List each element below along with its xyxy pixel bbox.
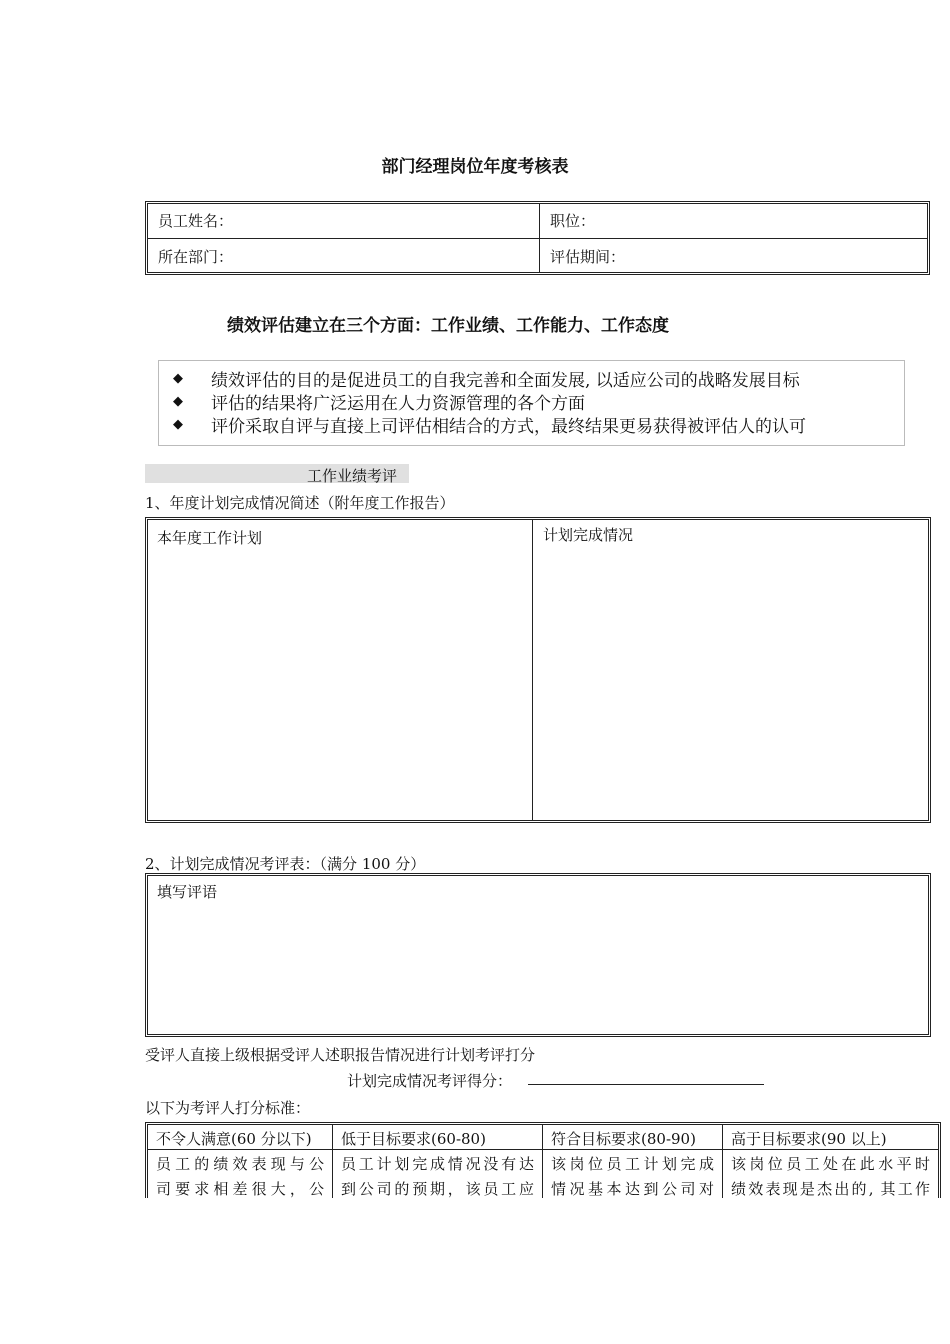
position-field[interactable]: 职位： xyxy=(550,212,596,230)
question-1-label: 1、年度计划完成情况简述（附年度工作报告） xyxy=(145,494,455,512)
comment-label: 填写评语 xyxy=(157,883,218,901)
period-field[interactable]: 评估期间： xyxy=(550,248,626,266)
standard-heading: 符合目标要求(80-90) xyxy=(551,1130,696,1148)
list-item xyxy=(169,367,904,390)
bullet-text: 评估的结果将广泛运用在人力资源管理的各个方面 xyxy=(211,394,585,414)
standard-meets-target xyxy=(543,1125,722,1198)
standard-heading: 高于目标要求(90 以上) xyxy=(731,1130,887,1148)
diamond-bullet-icon: ◆ xyxy=(173,371,183,386)
question-2-label: 2、计划完成情况考评表：（满分 100 分） xyxy=(145,855,426,873)
diamond-bullet-icon: ◆ xyxy=(173,394,183,409)
standard-heading: 低于目标要求(60-80) xyxy=(341,1130,486,1148)
standard-text: 员工计划完成情况没有达 xyxy=(341,1155,534,1173)
employee-name-field[interactable]: 员工姓名： xyxy=(158,212,234,230)
standard-text: 到公司的预期，该员工应 xyxy=(341,1180,534,1198)
annual-plan-field[interactable] xyxy=(148,520,532,820)
department-field[interactable]: 所在部门： xyxy=(158,248,234,266)
standard-below-target xyxy=(333,1125,542,1198)
standard-text: 员工的绩效表现与公 xyxy=(156,1155,324,1173)
table-divider xyxy=(148,238,927,239)
annual-plan-label: 本年度工作计划 xyxy=(157,529,263,547)
diamond-bullet-icon: ◆ xyxy=(173,417,183,432)
score-input-line[interactable] xyxy=(528,1084,764,1085)
standard-above-target xyxy=(723,1125,938,1198)
section-header: 工作业绩考评 xyxy=(307,467,398,485)
standard-text: 绩效表现是杰出的, 其工作 xyxy=(731,1180,930,1198)
standard-text: 该岗位员工计划完成 xyxy=(551,1155,714,1173)
standard-text: 情况基本达到公司对 xyxy=(551,1180,714,1198)
comment-field[interactable] xyxy=(145,873,931,1037)
section-subtitle: 绩效评估建立在三个方面：工作业绩、工作能力、工作态度 xyxy=(227,316,669,336)
bullet-list xyxy=(158,360,905,446)
page-title: 部门经理岗位年度考核表 xyxy=(381,157,569,177)
list-item xyxy=(169,413,904,436)
bullet-text: 评价采取自评与直接上司评估相结合的方式，最终结果更易获得被评估人的认可 xyxy=(211,417,806,437)
table-divider xyxy=(148,1149,941,1150)
standard-heading: 不令人满意(60 分以下) xyxy=(156,1130,312,1148)
plan-table xyxy=(145,517,931,823)
score-label: 计划完成情况考评得分： xyxy=(347,1072,513,1090)
standard-text: 司要求相差很大，公 xyxy=(156,1180,324,1198)
scoring-standards-table xyxy=(145,1122,941,1198)
standards-label: 以下为考评人打分标准： xyxy=(145,1099,311,1117)
employee-info-table xyxy=(145,201,930,275)
standard-text: 该岗位员工处在此水平时 xyxy=(731,1155,930,1173)
list-item xyxy=(169,390,904,413)
bullet-text: 绩效评估的目的是促进员工的自我完善和全面发展, 以适应公司的战略发展目标 xyxy=(211,371,800,391)
scoring-instruction: 受评人直接上级根据受评人述职报告情况进行计划考评打分 xyxy=(145,1046,536,1064)
plan-completion-label: 计划完成情况 xyxy=(543,526,634,544)
standard-unsatisfactory xyxy=(148,1125,332,1198)
plan-completion-field[interactable] xyxy=(533,520,928,820)
